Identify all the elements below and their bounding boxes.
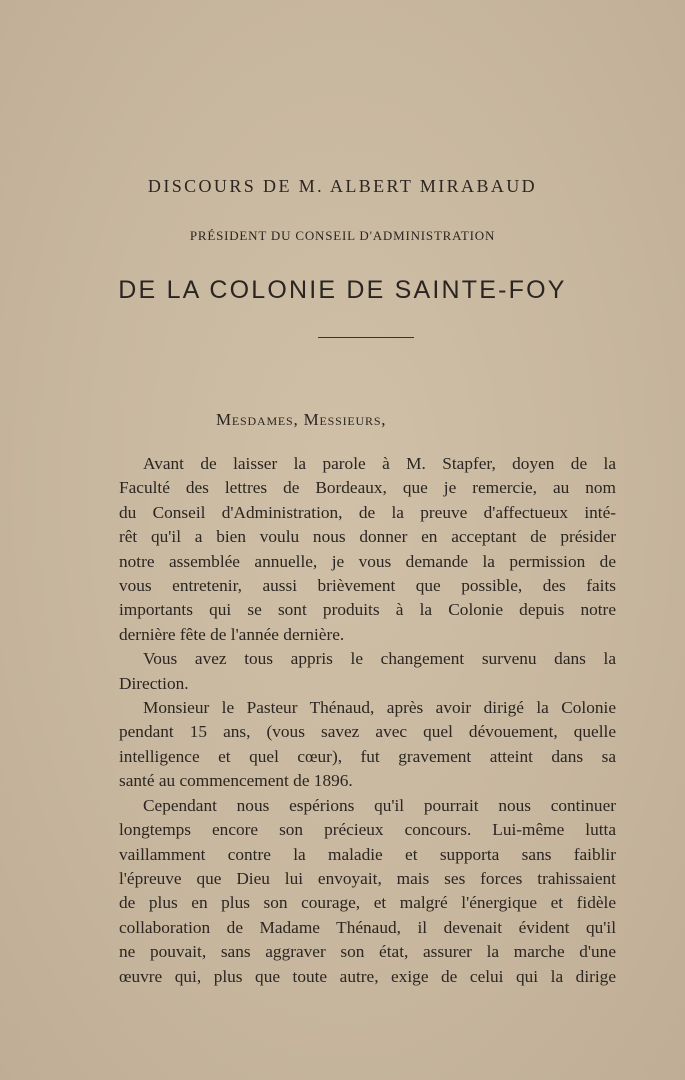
text-line: intelligence et quel cœur), fut gravement atteint dans sa [119,746,616,766]
text-line: vaillamment contre la maladie et supporta sans faiblir [119,844,616,864]
text-line: importants qui se sont produits à la Colonie depuis notre [119,600,616,620]
text-line: vous entretenir, aussi brièvement que possible, des faits [119,576,616,596]
colony-title: DE LA COLONIE DE SAINTE-FOY [118,276,567,304]
text-line: Avant de laisser la parole à M. Stapfer, doyen de la [143,454,616,473]
text-line: pendant 15 ans, (vous savez avec quel dévouement, quelle [119,722,616,742]
text-line: du Conseil d'Administration, de la preuve d'affectueux inté- [119,502,616,522]
text-line: œuvre qui, plus que toute autre, exige de celui qui la dirige [119,966,616,986]
title-divider [318,337,414,338]
text-line: Faculté des lettres de Bordeaux, que je remercie, au nom [119,478,616,498]
text-line: notre assemblée annuelle, je vous demande la permission de [119,551,616,571]
text-line: de plus en plus son courage, et malgré l'énergique et fidèle [119,893,616,913]
text-line: rêt qu'il a bien voulu nous donner en acceptant de présider [119,527,616,547]
text-line: ne pouvait, sans aggraver son état, assurer la marche d'une [119,942,616,962]
speech-body [119,452,616,989]
text-line: Vous avez tous appris le changement survenu dans la [143,649,616,669]
president-subtitle: PRÉSIDENT DU CONSEIL D'ADMINISTRATION [189,228,496,243]
salutation: Mesdames, Messieurs, [216,410,387,429]
text-line: Direction. [119,673,189,693]
text-line: santé au commencement de 1896. [119,771,353,791]
text-line: l'épreuve que Dieu lui envoyait, mais ses forces trahissaient [119,868,616,888]
text-line: Cependant nous espérions qu'il pourrait nous continuer [143,795,616,815]
text-line: dernière fête de l'année dernière. [119,624,345,644]
discourse-title: DISCOURS DE M. ALBERT MIRABAUD [147,176,538,196]
text-line: collaboration de Madame Thénaud, il devenait évident qu'il [119,917,616,937]
text-line: Monsieur le Pasteur Thénaud, après avoir dirigé la Colonie [143,698,616,718]
text-line: longtemps encore son précieux concours. Lui-même lutta [119,820,616,840]
